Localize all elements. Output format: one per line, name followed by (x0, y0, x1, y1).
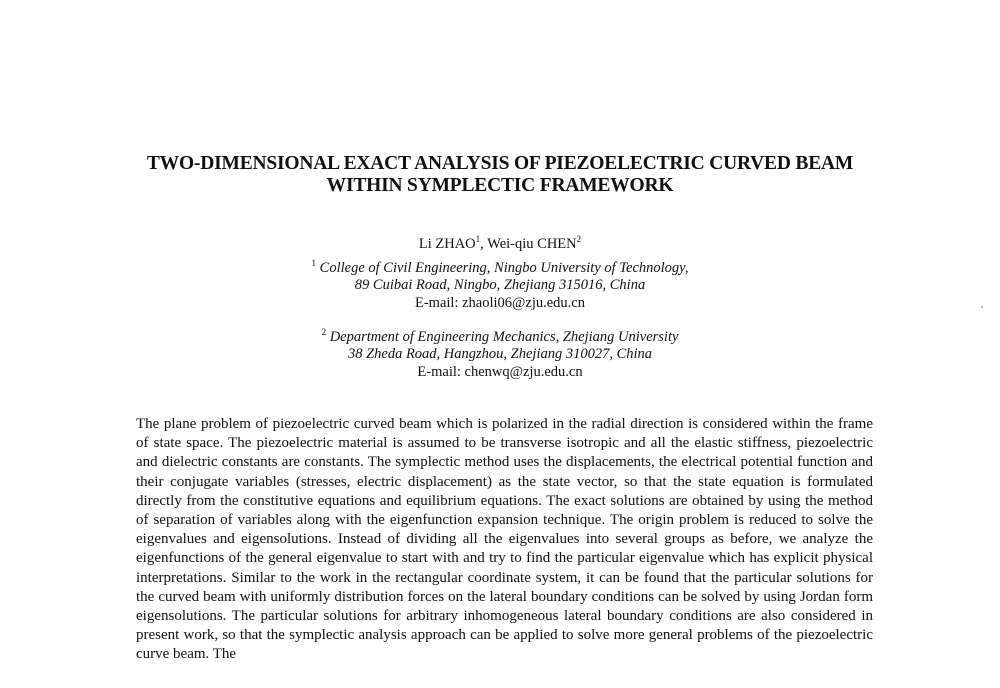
affiliation-2-institution: Department of Engineering Mechanics, Zhejiang University (326, 328, 679, 345)
author-line (0, 231, 1000, 253)
affiliation-1-institution: College of Civil Engineering, Ningbo University of Technology, (316, 259, 689, 276)
affiliation-2-address: 38 Zheda Road, Hangzhou, Zhejiang 310027, China (347, 346, 653, 363)
affiliation-2-email: E-mail: chenwq@zju.edu.cn (417, 363, 583, 380)
scan-speck (981, 306, 983, 308)
paper-title-line-2: WITHIN SYMPLECTIC FRAMEWORK (326, 175, 674, 196)
affiliation-1-address: 89 Cuibai Road, Ningbo, Zhejiang 315016, China (354, 277, 646, 294)
abstract-paragraph: The plane problem of piezoelectric curved beam which is polarized in the radial direction is considered within the frame of state space. The piezoelectric material is assumed to be transverse isotropic and all the elastic stiffness, piezoelectric and dielectric constants are constants. The symplectic method uses the displacements, the electrical potential function and their conjugate variables (stresses, electric displacement) as the state vector, so that the state equation is formulated directly from the constitutive equations and equilibrium equations. The exact solutions are obtained by using the method of separation of variables along with the eigenfunction expansion technique. The origin problem is reduced to solve the eigenvalues and eigensolutions. Instead of dividing all the eigenvalues into several groups as before, we analyze the eigenfunctions of the general eigenvalue to start with and try to find the particular eigenvalue which has explicit physical interpretations. Similar to the work in the rectangular coordinate system, it can be found that the particular solutions for the curved beam with uniformly distribution forces on the lateral boundary conditions can be solved by using Jordan form eigensolutions. The particular solutions for arbitrary inhomogeneous lateral boundary conditions are also considered in present work, so that the symplectic analysis approach can be applied to solve more general problems of the piezoelectric curve beam. The (136, 416, 873, 663)
affiliation-1 (0, 255, 1000, 312)
paper-title-line-1: TWO-DIMENSIONAL EXACT ANALYSIS OF PIEZOELECTRIC CURVED BEAM (146, 153, 854, 174)
affiliation-1-mark: 1 (311, 258, 317, 268)
author-2-affiliation-mark: 2 (576, 234, 582, 244)
abstract (136, 415, 873, 665)
author-2-name: Wei-qiu CHEN (487, 235, 577, 252)
paper-title (0, 153, 1000, 197)
affiliation-2-mark: 2 (321, 327, 327, 337)
affiliation-1-email: E-mail: zhaoli06@zju.edu.cn (415, 294, 585, 311)
author-1-name: Li ZHAO (418, 235, 476, 252)
affiliation-2 (0, 324, 1000, 381)
author-separator: , (480, 235, 488, 252)
author-1-affiliation-mark: 1 (475, 234, 481, 244)
